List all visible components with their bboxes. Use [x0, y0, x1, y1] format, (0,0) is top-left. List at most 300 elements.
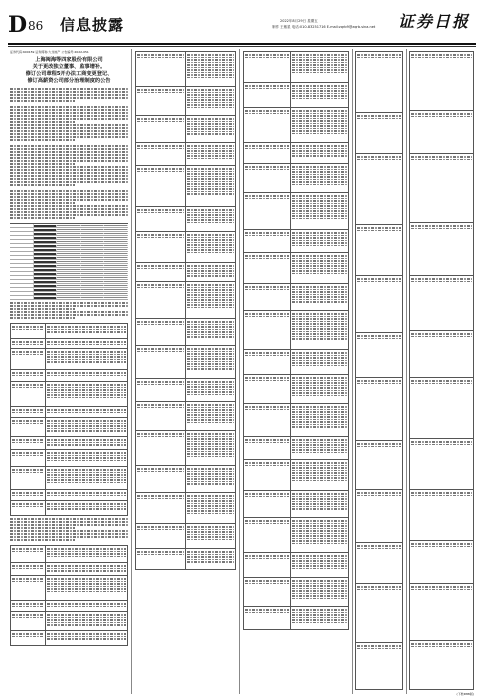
table-cell: [356, 543, 403, 583]
text-line: [292, 115, 347, 117]
text-line: [292, 357, 347, 359]
text-line: [10, 136, 128, 138]
text-line: [292, 380, 347, 382]
text-line: [47, 384, 126, 386]
header-rule: [8, 43, 476, 45]
text-line: [10, 193, 128, 195]
table-cell: [410, 154, 474, 222]
text-line: [137, 381, 184, 383]
table-cell: [244, 518, 291, 552]
text-line: [137, 433, 184, 435]
table-row: [136, 52, 236, 87]
column-divider: [131, 49, 132, 694]
text-line: [47, 614, 126, 616]
text-line: [187, 446, 234, 448]
text-line: [47, 341, 126, 343]
text-line: [292, 530, 347, 532]
text-line: [411, 116, 472, 118]
table-cell: [11, 382, 46, 406]
text-line: [12, 326, 44, 328]
text-line: [137, 148, 184, 150]
text-line: [245, 232, 289, 234]
text-line: [357, 645, 401, 647]
text-line: [245, 148, 289, 150]
table-row: [136, 263, 236, 282]
table-cell: [11, 490, 46, 500]
text-line: [47, 452, 126, 454]
text-line: [10, 124, 128, 126]
text-line: [12, 568, 44, 570]
text-line: [187, 153, 234, 155]
text-line: [357, 548, 401, 550]
text-line: [187, 209, 234, 211]
text-line: [245, 523, 289, 525]
table-row: [244, 143, 349, 164]
text-line: [357, 648, 401, 650]
announcement-title-line-3: 修订高薪资公司部分治理制度的公告: [27, 78, 111, 84]
text-line: [292, 218, 347, 220]
table-cell: [46, 490, 128, 500]
text-line: [10, 145, 128, 147]
text-line: [187, 534, 234, 536]
table-row: [11, 631, 128, 646]
text-line: [292, 580, 347, 582]
text-line: [47, 591, 126, 593]
table-row: [136, 346, 236, 379]
table-row: [356, 154, 403, 225]
table-cell: [46, 546, 128, 562]
text-line: [292, 444, 347, 446]
text-line: [137, 554, 184, 556]
text-line: [245, 380, 289, 382]
text-line: [12, 442, 44, 444]
text-line: [47, 622, 126, 624]
disclosure-table: [10, 545, 128, 646]
table-row: [244, 375, 349, 404]
table-cell: [291, 284, 349, 310]
text-line: [12, 603, 44, 605]
text-line: [292, 299, 347, 301]
text-line: [10, 175, 128, 177]
text-line: [47, 359, 126, 361]
text-line: [187, 498, 234, 500]
text-line: [10, 214, 128, 216]
text-line: [47, 412, 126, 414]
text-line: [137, 168, 184, 170]
table-row: [244, 553, 349, 578]
text-line: [357, 446, 401, 448]
text-line: [292, 520, 347, 522]
table-cell: [410, 223, 474, 275]
text-line: [292, 270, 347, 272]
table-cell: [291, 193, 349, 229]
text-line: [137, 526, 184, 528]
text-line: [137, 118, 184, 120]
table-cell: [291, 230, 349, 252]
text-line: [187, 536, 234, 538]
text-line: [187, 468, 234, 470]
text-line: [187, 529, 234, 531]
table-cell: [11, 631, 46, 645]
table-cell: [410, 490, 474, 540]
text-line: [187, 67, 234, 69]
table-cell: [244, 193, 291, 229]
table-row: [410, 111, 474, 154]
text-line: [12, 452, 44, 454]
text-line: [245, 110, 289, 112]
table-row: [244, 460, 349, 491]
table-cell: [291, 108, 349, 142]
text-line: [187, 422, 234, 424]
table-row: [244, 578, 349, 607]
text-line: [12, 423, 44, 425]
text-line: [137, 498, 184, 500]
text-line: [187, 72, 234, 74]
text-line: [47, 356, 126, 358]
table-cell: [46, 339, 128, 348]
text-line: [47, 606, 126, 608]
text-line: [292, 439, 347, 441]
text-line: [187, 123, 234, 125]
text-line: [137, 54, 184, 56]
text-line: [292, 95, 347, 97]
table-row: [11, 546, 128, 563]
newspaper-logo: 证券日报: [397, 12, 470, 31]
table-row: [11, 601, 128, 612]
table-cell: [136, 116, 186, 142]
table-cell: [136, 346, 186, 378]
text-line: [10, 133, 128, 135]
text-line: [292, 406, 347, 408]
text-line: [10, 139, 75, 141]
text-line: [12, 329, 44, 331]
paragraph: [10, 302, 128, 319]
text-line: [292, 555, 347, 557]
text-line: [292, 205, 347, 207]
text-line: [187, 561, 234, 563]
text-line: [187, 324, 234, 326]
table-row: [11, 370, 128, 382]
table-cell: [410, 378, 474, 438]
text-line: [10, 100, 75, 102]
text-line: [292, 365, 347, 367]
table-cell: [356, 276, 403, 332]
text-line: [47, 624, 126, 626]
table-row: [244, 311, 349, 350]
text-line: [292, 470, 347, 472]
text-line: [292, 617, 347, 619]
table-row: [136, 379, 236, 402]
table-cell: [11, 324, 46, 338]
text-line: [187, 270, 234, 272]
table-cell: [410, 111, 474, 153]
text-line: [47, 326, 126, 328]
text-line: [137, 209, 184, 211]
announcement-code-line: 证券代码:600159 证券简称:大龙地产 公告编号:2022-051: [10, 50, 89, 54]
text-line: [292, 171, 347, 173]
text-line: [137, 351, 184, 353]
text-line: [187, 456, 234, 458]
text-line: [12, 606, 44, 608]
text-line: [187, 294, 234, 296]
article-column-1: [10, 49, 128, 694]
text-line: [187, 234, 234, 236]
text-line: [187, 363, 234, 365]
text-line: [292, 67, 347, 69]
text-line: [47, 389, 126, 391]
table-row: [244, 437, 349, 460]
table-cell: [410, 541, 474, 583]
table-row: [244, 108, 349, 143]
text-line: [357, 338, 401, 340]
text-line: [187, 107, 234, 109]
text-line: [187, 57, 234, 59]
text-line: [187, 171, 234, 173]
text-line: [10, 106, 128, 108]
text-line: [292, 93, 347, 95]
text-line: [187, 273, 234, 275]
text-line: [137, 348, 184, 350]
text-line: [47, 482, 126, 484]
text-line: [292, 263, 347, 265]
text-line: [292, 503, 347, 505]
text-line: [292, 208, 347, 210]
table-cell: [291, 164, 349, 192]
text-line: [292, 128, 347, 130]
table-row: [136, 166, 236, 207]
table-cell: [46, 501, 128, 515]
text-line: [411, 495, 472, 497]
text-line: [187, 292, 234, 294]
text-line: [187, 510, 234, 512]
text-line: [357, 281, 401, 283]
text-line: [187, 126, 234, 128]
text-line: [187, 173, 234, 175]
text-line: [137, 171, 184, 173]
table-row: [11, 450, 128, 467]
text-line: [47, 636, 126, 638]
text-line: [187, 356, 234, 358]
text-line: [357, 227, 401, 229]
text-line: [292, 145, 347, 147]
text-line: [12, 341, 44, 343]
text-line: [187, 62, 234, 64]
text-line: [47, 392, 126, 394]
table-cell: [244, 491, 291, 517]
table-row: [244, 350, 349, 375]
column-divider: [352, 49, 353, 694]
table-row: [10, 296, 128, 300]
text-line: [411, 589, 472, 591]
text-line: [411, 492, 472, 494]
text-line: [10, 530, 128, 532]
table-row: [356, 441, 403, 490]
table-cell: [46, 450, 128, 466]
text-line: [187, 121, 234, 123]
text-line: [292, 467, 347, 469]
text-line: [137, 284, 184, 286]
text-line: [47, 588, 126, 590]
text-line: [292, 235, 347, 237]
text-line: [187, 539, 234, 541]
text-line: [12, 503, 44, 505]
table-row: [136, 493, 236, 524]
text-line: [292, 174, 347, 176]
disclosure-table: [355, 51, 403, 690]
text-line: [47, 581, 126, 583]
text-line: [245, 355, 289, 357]
text-line: [47, 548, 126, 550]
text-line: [10, 121, 75, 123]
text-line: [187, 104, 234, 106]
section-letter: D: [8, 12, 28, 38]
text-line: [187, 176, 234, 178]
table-row: [11, 339, 128, 349]
text-line: [137, 529, 184, 531]
text-line: [292, 540, 347, 542]
table-cell: [244, 460, 291, 490]
text-line: [137, 407, 184, 409]
table-cell: [11, 612, 46, 630]
text-line: [47, 583, 126, 585]
text-line: [12, 372, 44, 374]
text-line: [10, 112, 128, 114]
table-cell: [11, 349, 46, 369]
table-cell: [356, 154, 403, 224]
text-line: [292, 528, 347, 530]
text-line: [12, 578, 44, 580]
table-cell: [46, 418, 128, 436]
table-row: [410, 378, 474, 439]
text-line: [292, 242, 347, 244]
text-line: [187, 556, 234, 558]
text-line: [292, 419, 347, 421]
text-line: [245, 286, 289, 288]
text-line: [292, 472, 347, 474]
paragraph: [10, 518, 128, 541]
paragraph: [10, 106, 128, 141]
text-line: [10, 305, 128, 307]
text-line: [187, 302, 234, 304]
text-line: [292, 184, 347, 186]
disclosure-table: [135, 51, 236, 570]
text-line: [292, 237, 347, 239]
text-line: [47, 603, 126, 605]
table-row: [356, 378, 403, 441]
table-cell: [11, 418, 46, 436]
text-line: [411, 333, 472, 335]
text-line: [187, 361, 234, 363]
text-line: [187, 508, 234, 510]
table-cell: [186, 263, 236, 281]
text-line: [187, 275, 234, 277]
text-line: [187, 307, 234, 309]
text-line: [12, 409, 44, 411]
text-line: [10, 184, 75, 186]
text-line: [12, 439, 44, 441]
table-row: [244, 83, 349, 108]
table-row: [356, 584, 403, 643]
text-line: [245, 580, 289, 582]
text-line: [292, 69, 347, 71]
text-line: [10, 199, 128, 201]
text-line: [187, 297, 234, 299]
text-line: [357, 495, 401, 497]
text-line: [292, 331, 347, 333]
text-line: [187, 336, 234, 338]
text-line: [10, 518, 128, 520]
text-line: [10, 118, 128, 120]
table-row: [11, 349, 128, 370]
table-cell: [356, 441, 403, 489]
text-line: [47, 578, 126, 580]
text-line: [292, 125, 347, 127]
text-line: [187, 268, 234, 270]
text-line: [187, 412, 234, 414]
table-row: [244, 607, 349, 630]
text-line: [187, 155, 234, 157]
text-line: [292, 414, 347, 416]
text-line: [47, 439, 126, 441]
text-line: [187, 304, 234, 306]
text-line: [292, 493, 347, 495]
text-line: [10, 154, 128, 156]
table-row: [356, 643, 403, 690]
table-cell: [136, 379, 186, 401]
text-line: [292, 558, 347, 560]
text-line: [10, 208, 128, 210]
editor-contact: 制作 王敏星 电话:010-83251716 E-mail:zqrb9@zqrb.sina.net: [272, 25, 376, 29]
text-line: [292, 442, 347, 444]
text-line: [187, 404, 234, 406]
text-line: [292, 133, 347, 135]
text-line: [10, 109, 128, 111]
text-line: [292, 496, 347, 498]
text-line: [12, 565, 44, 567]
text-line: [411, 643, 472, 645]
text-line: [292, 452, 347, 454]
text-line: [47, 409, 126, 411]
table-cell: [356, 225, 403, 275]
table-cell: [136, 319, 186, 345]
text-line: [292, 90, 347, 92]
text-line: [47, 586, 126, 588]
text-line: [10, 527, 75, 529]
text-line: [245, 57, 289, 59]
table-cell: [11, 576, 46, 600]
text-line: [10, 536, 128, 538]
text-line: [47, 394, 126, 396]
text-line: [292, 273, 347, 275]
table-row: [356, 333, 403, 378]
text-line: [47, 444, 126, 446]
text-line: [187, 214, 234, 216]
table-row: [244, 284, 349, 311]
text-line: [10, 181, 128, 183]
table-cell: [136, 282, 186, 318]
text-line: [245, 289, 289, 291]
text-line: [187, 133, 234, 135]
text-line: [292, 387, 347, 389]
text-line: [137, 145, 184, 147]
table-cell: [410, 331, 474, 377]
text-line: [187, 99, 234, 101]
table-row: [136, 207, 236, 232]
text-line: [292, 210, 347, 212]
text-line: [292, 538, 347, 540]
table-row: [244, 253, 349, 284]
text-line: [292, 321, 347, 323]
